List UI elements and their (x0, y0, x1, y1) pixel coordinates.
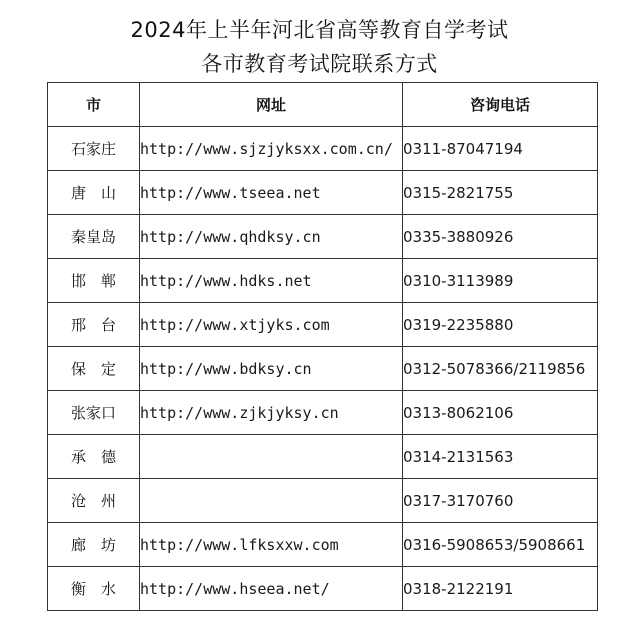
table-row (48, 347, 598, 391)
contact-table (47, 82, 598, 611)
header-city: 市 (48, 83, 140, 127)
website-link[interactable]: http://www.tseea.net (140, 171, 403, 215)
phone-cell: 0319-2235880 (403, 303, 598, 347)
phone-cell: 0335-3880926 (403, 215, 598, 259)
phone-cell: 0311-87047194 (403, 127, 598, 171)
phone-cell: 0317-3170760 (403, 479, 598, 523)
table-row (48, 127, 598, 171)
phone-cell: 0316-5908653/5908661 (403, 523, 598, 567)
website-cell-empty (140, 479, 403, 523)
table-header-row (48, 83, 598, 127)
city-cell: 邯 郸 (48, 259, 140, 303)
table-row (48, 567, 598, 611)
document-title-line-2: 各市教育考试院联系方式 (201, 52, 438, 76)
website-link[interactable]: http://www.xtjyks.com (140, 303, 403, 347)
table-row (48, 523, 598, 567)
website-link[interactable]: http://www.qhdksy.cn (140, 215, 403, 259)
table-row (48, 303, 598, 347)
website-link[interactable]: http://www.lfksxxw.com (140, 523, 403, 567)
header-website: 网址 (140, 83, 403, 127)
city-cell: 唐 山 (48, 171, 140, 215)
phone-cell: 0314-2131563 (403, 435, 598, 479)
phone-cell: 0315-2821755 (403, 171, 598, 215)
table-row (48, 435, 598, 479)
table-row (48, 391, 598, 435)
city-cell: 石家庄 (48, 127, 140, 171)
phone-cell: 0310-3113989 (403, 259, 598, 303)
city-cell: 张家口 (48, 391, 140, 435)
header-phone: 咨询电话 (403, 83, 598, 127)
table-row (48, 215, 598, 259)
phone-cell: 0312-5078366/2119856 (403, 347, 598, 391)
city-cell: 沧 州 (48, 479, 140, 523)
website-link[interactable]: http://www.hseea.net/ (140, 567, 403, 611)
city-cell: 秦皇岛 (48, 215, 140, 259)
city-cell: 邢 台 (48, 303, 140, 347)
website-link[interactable]: http://www.zjkjyksy.cn (140, 391, 403, 435)
city-cell: 保 定 (48, 347, 140, 391)
city-cell: 衡 水 (48, 567, 140, 611)
city-cell: 廊 坊 (48, 523, 140, 567)
city-cell: 承 德 (48, 435, 140, 479)
phone-cell: 0313-8062106 (403, 391, 598, 435)
website-link[interactable]: http://www.sjzjyksxx.com.cn/ (140, 127, 403, 171)
phone-cell: 0318-2122191 (403, 567, 598, 611)
website-link[interactable]: http://www.bdksy.cn (140, 347, 403, 391)
table-row (48, 479, 598, 523)
website-link[interactable]: http://www.hdks.net (140, 259, 403, 303)
table-row (48, 259, 598, 303)
document-title-line-1: 2024年上半年河北省高等教育自学考试 (130, 18, 509, 42)
table-row (48, 171, 598, 215)
website-cell-empty (140, 435, 403, 479)
